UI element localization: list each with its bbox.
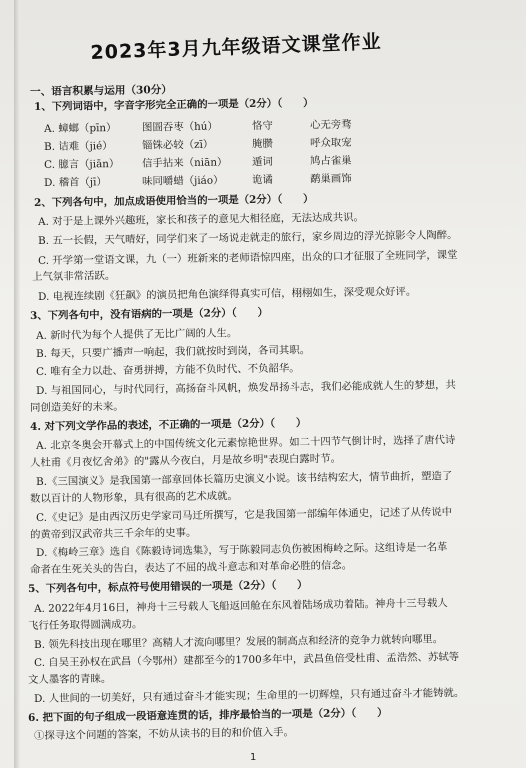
option-b-word4: 呼众取宠 [310, 136, 352, 150]
question-5-option-b: B. 领先科技出现在哪里？高精人才流向哪里？发展的制高点和经济的竞争力就转向哪里。 [34, 633, 444, 651]
option-d-word3: 诡谲 [252, 173, 273, 187]
option-b-word2: 锱铢必较（zī） [142, 138, 214, 152]
option-b-word3: 腌臜 [252, 137, 273, 151]
question-3-option-d-cont: 同创造美好的未来。 [30, 400, 124, 414]
question-4-stem: 4. 对下列文学作品的表述，不正确的一项是（2分）（ ） [30, 417, 307, 433]
page-title: 2023年3月九年级语文课堂作业 [90, 30, 382, 64]
question-3-option-b: B. 每天，只要广播声一响起，我们就按时到岗，各司其职。 [36, 344, 311, 360]
question-2-option-d: D. 电视连续剧《狂飙》的演员把角色演绎得真实可信，栩栩如生，深受观众好评。 [38, 285, 417, 303]
option-a-word4: 心无旁骛 [310, 118, 352, 132]
question-2-stem: 2、下列各句中，加点成语使用恰当的一项是（2分）（ ） [34, 193, 314, 209]
question-4-option-a: A. 北京冬奥会开幕式上的中国传统文化元素惊艳世界。如二十四节气倒计时，选择了唐代诗 [36, 434, 456, 452]
option-d-word1: D. 稽首（jī） [44, 176, 107, 189]
question-1-row-c [44, 152, 352, 171]
question-4-option-d-cont: 命者在生死关头的告白，表达了不屈的战斗意志和对革命必胜的信念。 [30, 559, 353, 576]
option-c-word3: 遁词 [252, 155, 273, 169]
option-c-word1: C. 臆言（jiān） [44, 157, 120, 171]
question-5-stem: 5、下列各句中，标点符号使用错误的一项是（2分）（ ） [28, 579, 308, 595]
question-3-stem: 3、下列各句中，没有语病的一项是（2分）（ ） [30, 306, 269, 322]
option-d-word2: 味同嚼蜡（jiáo） [142, 174, 224, 188]
question-4-option-c-cont: 的黄帝到汉武帝共三千余年的史事。 [30, 526, 197, 541]
question-4-option-b: B.《三国演义》是我国第一部章回体长篇历史演义小说。该书结构宏大，情节曲折，塑造了 [36, 470, 453, 488]
option-c-word2: 信手拈来（niān） [142, 156, 228, 170]
question-4-option-b-cont: 数以百计的人物形象，具有很高的艺术成就。 [30, 490, 238, 505]
section-heading: 一、语言积累与运用（30分） [30, 84, 173, 98]
question-2-option-b: B. 五一长假，天气晴好，同学们来了一场说走就走的旅行，家乡周边的浮光掠影令人陶醉。 [38, 229, 458, 247]
question-2-option-c: C. 开学第一堂语文课，九（一）班新来的老师语惊四座，出众的口才征服了全班同学，课堂 [38, 249, 458, 267]
question-4-option-a-cont: 人杜甫《月夜忆舍弟》的"露从今夜白，月是故乡明"表现白露时节。 [30, 452, 342, 469]
question-4-option-d: D.《梅岭三章》选自《陈毅诗词选集》，写于陈毅同志负伤被困梅岭之际。这组诗是一名革 [36, 541, 448, 559]
question-3-option-a: A. 新时代为每个人提供了无比广阔的人生。 [36, 327, 238, 342]
question-6-sentence-1: ①探寻这个问题的答案，不妨从读书的目的和价值入手。 [34, 726, 294, 742]
question-2-option-c-cont: 上气氛非常活跃。 [32, 269, 116, 283]
question-3-option-c: C. 唯有全力以赴、奋勇拼搏，方能不负时代、不负韶华。 [36, 362, 300, 378]
question-2-option-a: A. 对于是上课外兴趣班，家长和孩子的意见大相径庭，无法达成共识。 [38, 211, 364, 228]
question-5-option-c-cont: 文人墨客的青睐。 [28, 672, 112, 686]
question-1-row-d [44, 170, 352, 189]
question-4-option-c: C.《史记》是由西汉历史学家司马迁所撰写，它是我国第一部编年体通史，记述了从传说中 [36, 506, 453, 524]
option-a-word3: 恪守 [252, 119, 273, 133]
option-c-word4: 鸠占雀巢 [310, 154, 352, 168]
question-5-option-c: C. 自吴王孙权在武昌（今鄂州）建都至今的1700多年中，武昌鱼倍受杜甫、孟浩然、苏轼等 [34, 651, 460, 669]
question-5-option-d: D. 人世间的一切美好，只有通过奋斗才能实现；生命里的一切辉煌，只有通过奋斗才能铸就。 [34, 686, 465, 705]
question-6-stem: 6. 把下面的句子组成一段语意连贯的话，排序最恰当的一项是（2分）（ ） [28, 706, 388, 724]
option-a-word1: A. 蟑螂（pīn） [44, 121, 117, 135]
option-d-word4: 鹬巢画饰 [310, 172, 352, 186]
option-a-word2: 图圄吞枣（hú） [142, 120, 218, 134]
question-1-row-a [44, 116, 352, 135]
page-fold-shadow [14, 0, 20, 768]
option-b-word1: B. 诘难（jié） [44, 140, 113, 153]
question-5-option-a-cont: 飞行任务取得圆满成功。 [28, 618, 143, 632]
page-number: 1 [250, 752, 257, 763]
question-1-row-b [44, 134, 352, 153]
question-1-stem: 1、下列词语中，字音字形完全正确的一项是（2分）（ ） [34, 97, 314, 113]
question-3-option-d: D. 与祖国同心，与时代同行，高扬奋斗风帆，焕发昂扬斗志，我们必能成就人生的梦想，共 [36, 379, 456, 397]
question-5-option-a: A. 2022年4月16日，神舟十三号载人飞船返回舱在东风着陆场成功着陆。神舟十三号载人 [34, 597, 448, 615]
